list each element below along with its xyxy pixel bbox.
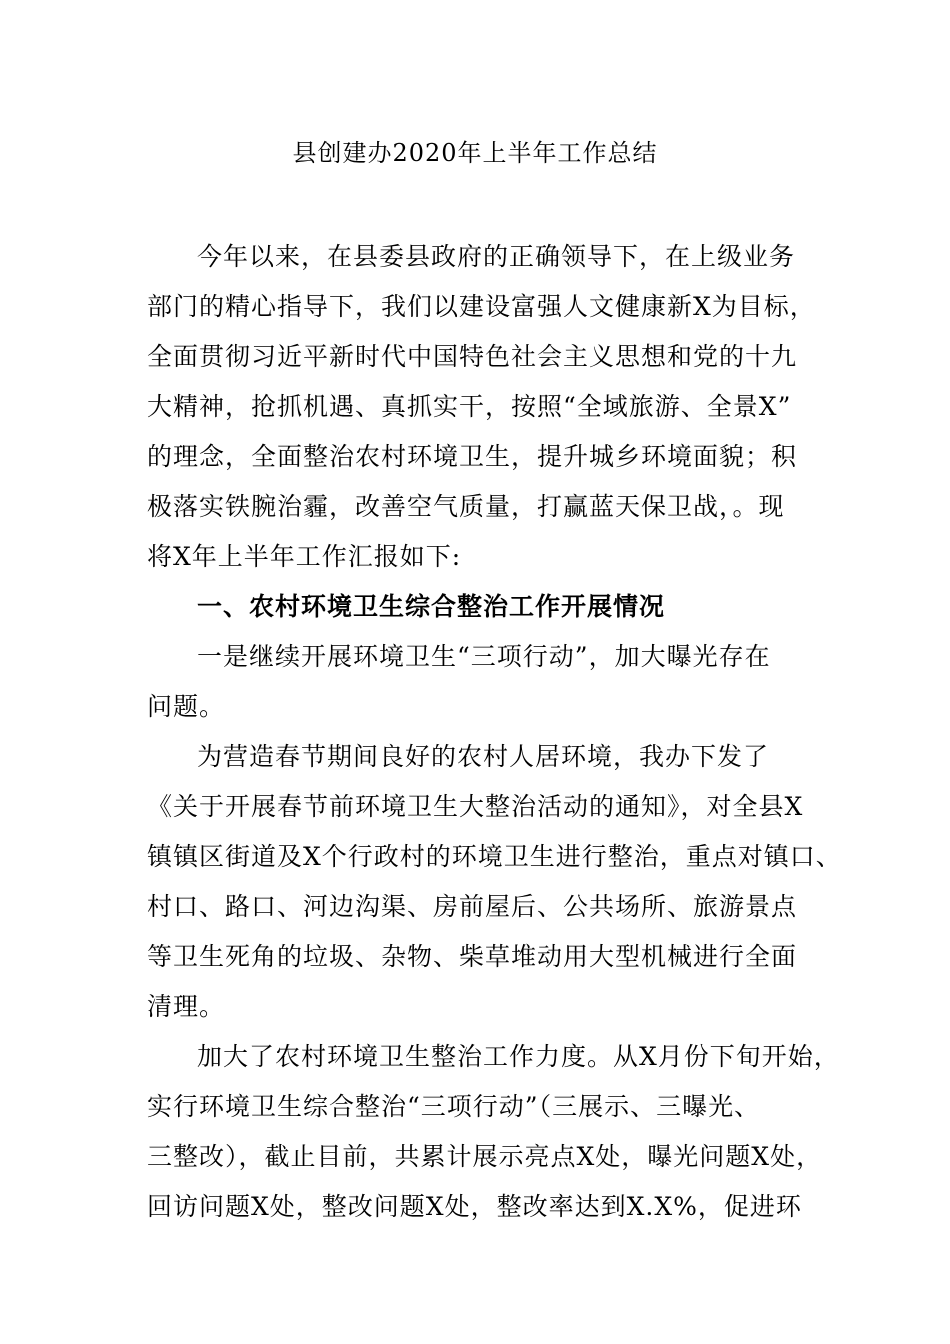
document-body	[147, 232, 842, 1232]
paragraph-line: 一是继续开展环境卫生“三项行动”，加大曝光存在	[197, 642, 771, 671]
paragraph-line: 清理。	[147, 992, 226, 1021]
paragraph-line: 实行环境卫生综合整治“三项行动”（三展示、三曝光、	[147, 1092, 761, 1121]
paragraph-line: 极落实铁腕治霾，改善空气质量，打赢蓝天保卫战，。现	[147, 492, 785, 521]
paragraph-line: 镇镇区街道及X个行政村的环境卫生进行整治，重点对镇口、	[147, 842, 842, 871]
paragraph-line: 村口、路口、河边沟渠、房前屋后、公共场所、旅游景点	[147, 892, 798, 921]
paragraph-line: 为营造春节期间良好的农村人居环境，我办下发了	[197, 742, 770, 771]
paragraph-line: 问题。	[147, 692, 226, 721]
paragraph-line: 大精神，抢抓机遇、真抓实干，按照“全域旅游、全景X”	[147, 392, 792, 421]
paragraph-line: 三整改），截止目前，共累计展示亮点X处，曝光问题X处，	[147, 1142, 823, 1171]
paragraph-line: 《关于开展春节前环境卫生大整治活动的通知》，对全县X	[147, 792, 804, 821]
section-heading: 一、农村环境卫生综合整治工作开展情况	[197, 592, 666, 621]
paragraph-line: 全面贯彻习近平新时代中国特色社会主义思想和党的十九	[147, 342, 798, 371]
paragraph-line: 今年以来，在县委县政府的正确领导下，在上级业务	[197, 242, 796, 271]
paragraph-line: 回访问题X处，整改问题X处，整改率达到X.X%，促进环	[147, 1192, 802, 1221]
paragraph-line: 等卫生死角的垃圾、杂物、柴草堆动用大型机械进行全面	[147, 942, 798, 971]
paragraph-line: 将X年上半年工作汇报如下:	[147, 542, 462, 571]
paragraph-line: 部门的精心指导下，我们以建设富强人文健康新X为目标，	[147, 292, 816, 321]
paragraph-line: 加大了农村环境卫生整治工作力度。从X月份下旬开始，	[197, 1042, 840, 1071]
document-title: 县创建办2020年上半年工作总结	[292, 139, 658, 167]
paragraph-line: 的理念，全面整治农村环境卫生，提升城乡环境面貌；积	[147, 442, 798, 471]
